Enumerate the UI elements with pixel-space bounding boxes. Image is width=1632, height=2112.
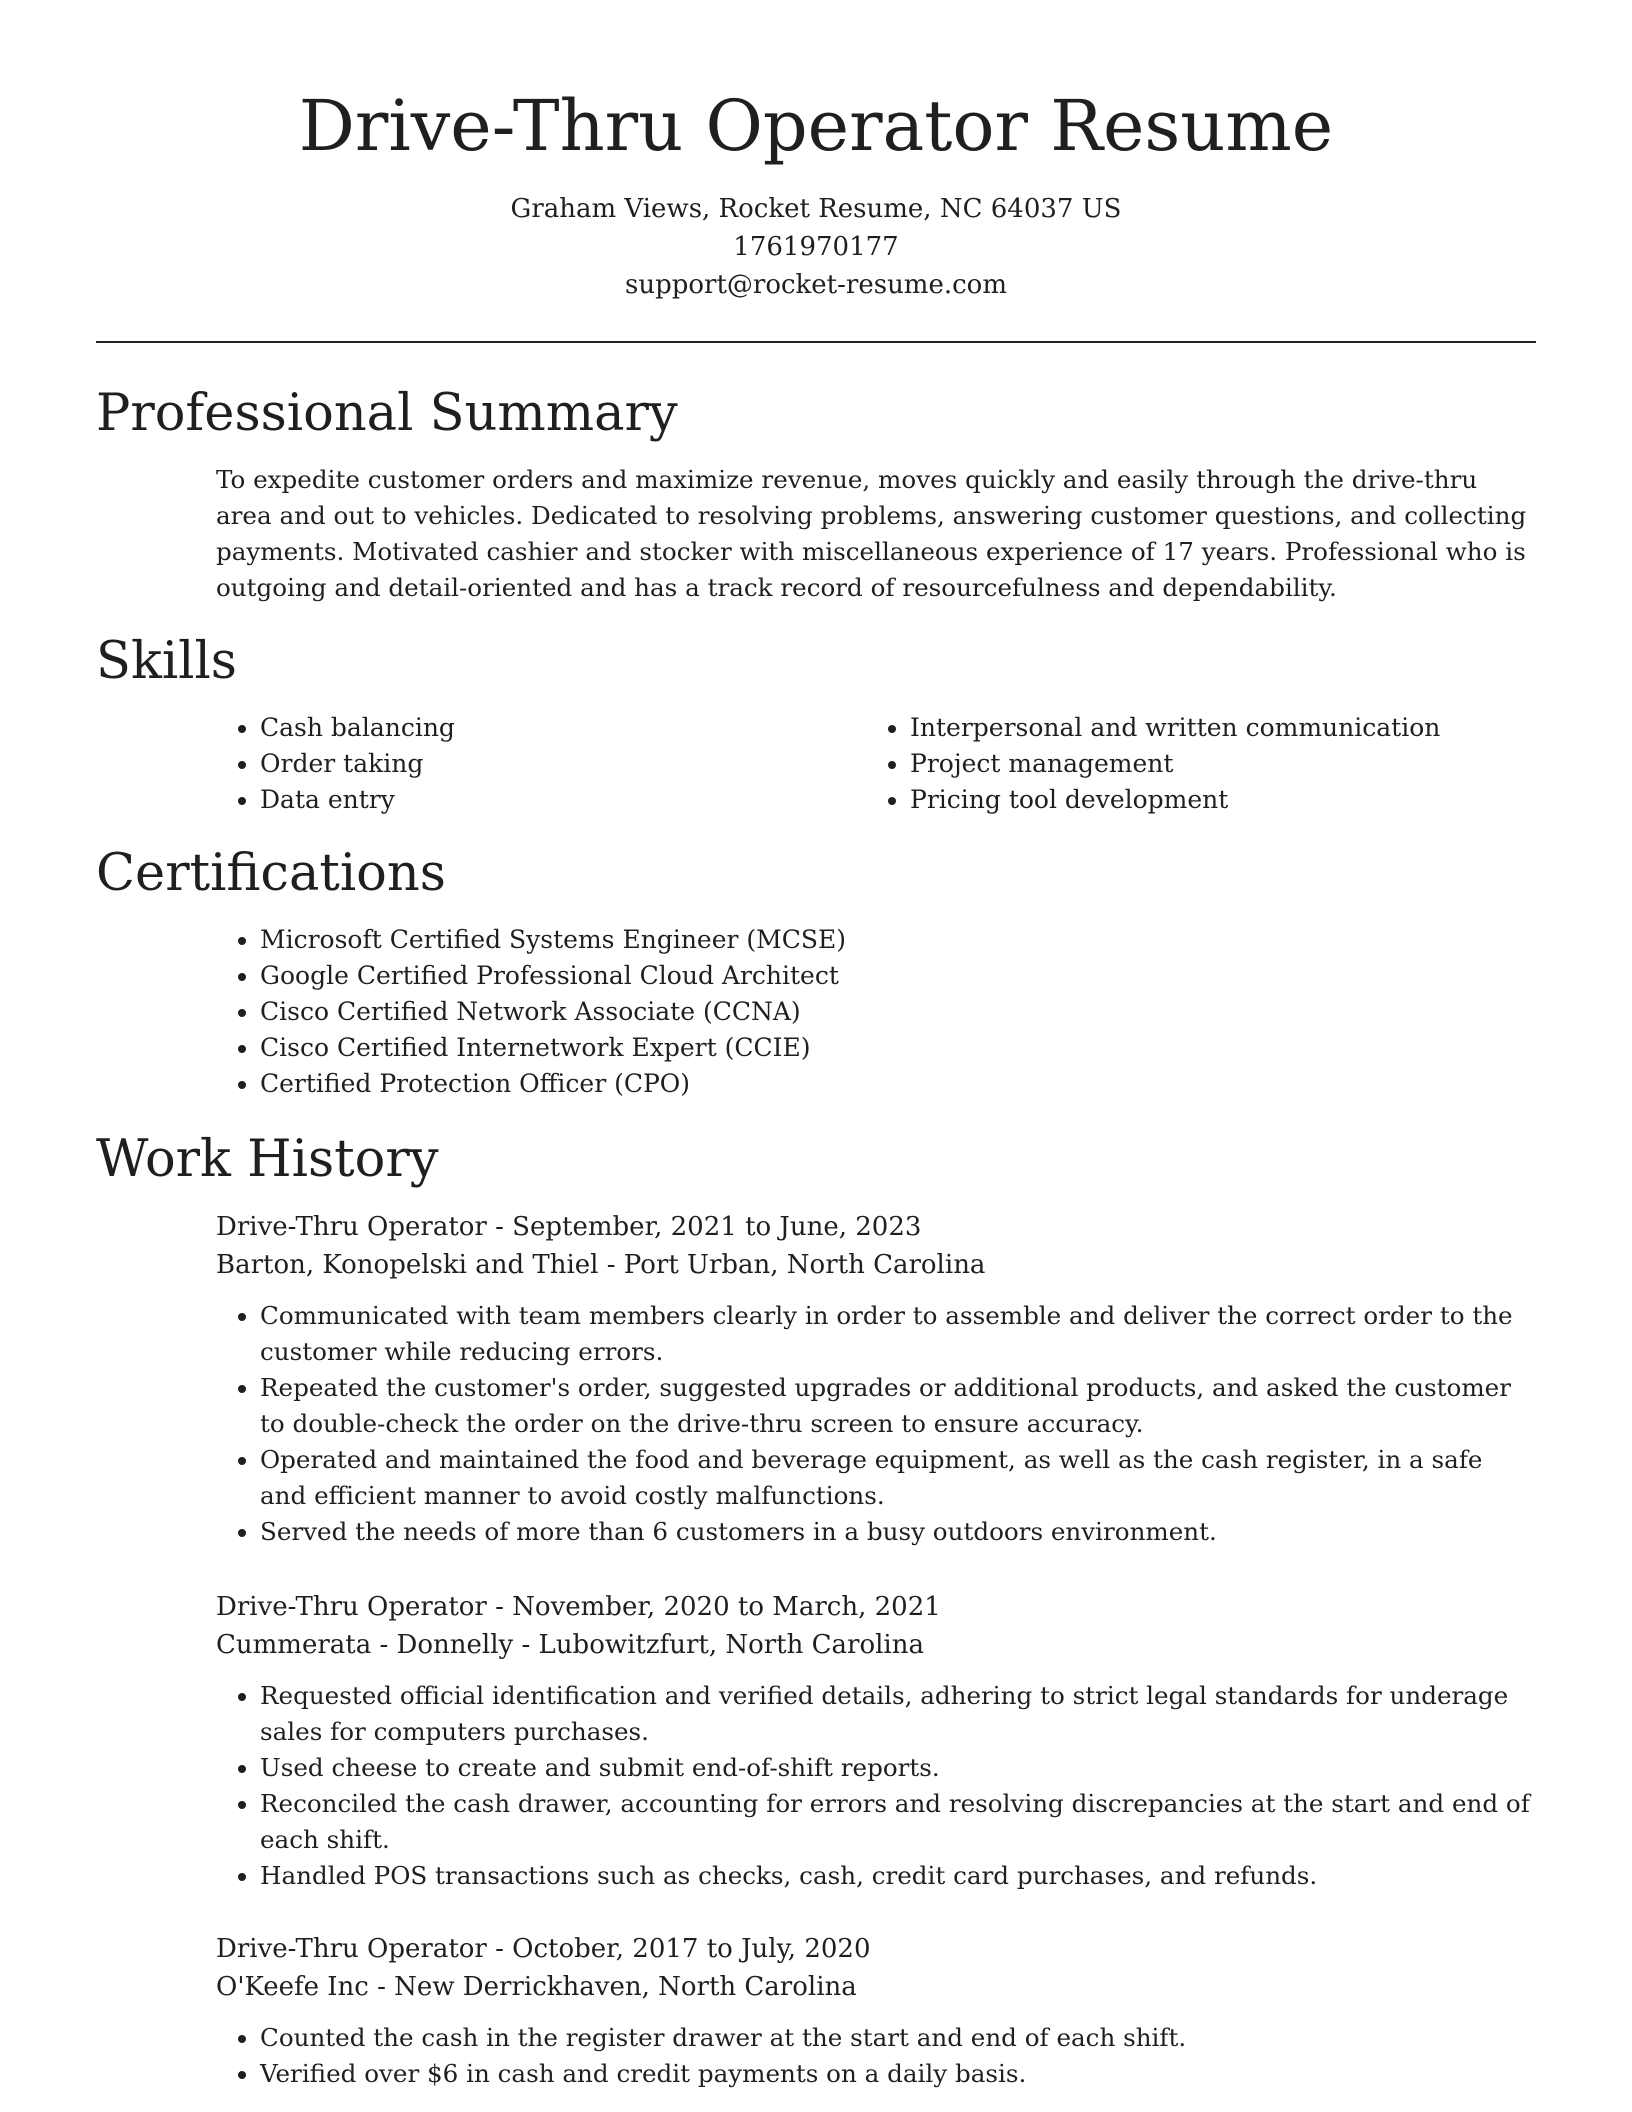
- job-company: Cummerata - Donnelly: [216, 1630, 514, 1660]
- work-history-heading: Work History: [96, 1130, 439, 1189]
- job-bullets: [216, 2020, 1536, 2092]
- summary-heading: Professional Summary: [96, 384, 678, 443]
- job-bullet: • Counted the cash in the register drawer at the start and end of each shift.: [260, 2020, 1536, 2056]
- certifications-heading: Certifications: [96, 844, 446, 903]
- job-bullets: [216, 1678, 1536, 1894]
- job-bullets: [216, 1298, 1536, 1550]
- address: Graham Views, Rocket Resume, NC 64037 US: [510, 194, 1122, 224]
- summary-text: To expedite customer orders and maximize revenue, moves quickly and easily through the drive-thru area and out to vehicles. Dedicated to resolving problems, answering customer questions, and collecting payments. Motivated cashier and stocker with miscellaneous experience of 17 years. Professional who is outgoing and detail-oriented and has a track record of resourcefulness and dependability.: [216, 465, 1527, 602]
- job-location: - Port Urban, North Carolina: [598, 1250, 986, 1280]
- job-role: Drive-Thru Operator: [216, 1934, 487, 1964]
- job-company: Barton, Konopelski and Thiel: [216, 1250, 599, 1280]
- job-bullet: • Handled POS transactions such as checks, cash, credit card purchases, and refunds.: [260, 1858, 1536, 1894]
- job-role: Drive-Thru Operator: [216, 1592, 487, 1622]
- certification-item: • Certified Protection Officer (CPO): [260, 1066, 1460, 1102]
- skills-list-right: [866, 710, 1570, 818]
- job-title-line: [216, 1208, 1536, 1246]
- skill-item: • Data entry: [260, 782, 820, 818]
- job-bullet: • Served the needs of more than 6 customers in a busy outdoors environment.: [260, 1514, 1536, 1550]
- job-dates: - November, 2020 to March, 2021: [486, 1592, 941, 1622]
- job-bullet: • Verified over $6 in cash and credit payments on a daily basis.: [260, 2056, 1536, 2092]
- job-bullet: • Communicated with team members clearly in order to assemble and deliver the correct order to the customer while reducing errors.: [260, 1298, 1536, 1370]
- job-location: - Lubowitzfurt, North Carolina: [513, 1630, 924, 1660]
- contact-block: [0, 190, 1632, 304]
- job-company-line: [216, 1626, 1536, 1664]
- job-company-line: [216, 1968, 1536, 2006]
- job-bullet: • Repeated the customer's order, suggested upgrades or additional products, and asked the customer to double-check the order on the drive-thru screen to ensure accuracy.: [260, 1370, 1536, 1442]
- resume-title: Drive-Thru Operator Resume: [298, 85, 1334, 167]
- job-company-line: [216, 1246, 1536, 1284]
- job-bullet: • Reconciled the cash drawer, accounting for errors and resolving discrepancies at the start and end of each shift.: [260, 1786, 1536, 1858]
- job-bullet: • Used cheese to create and submit end-of-shift reports.: [260, 1750, 1536, 1786]
- email: support@rocket-resume.com: [624, 270, 1007, 300]
- skill-item: • Cash balancing: [260, 710, 820, 746]
- skills-heading: Skills: [96, 632, 237, 691]
- certification-item: • Google Certified Professional Cloud Architect: [260, 958, 1460, 994]
- job-dates: - September, 2021 to June, 2023: [486, 1212, 922, 1242]
- job-title-line: [216, 1930, 1536, 1968]
- certification-item: • Cisco Certified Internetwork Expert (CCIE): [260, 1030, 1460, 1066]
- skill-item: • Order taking: [260, 746, 820, 782]
- job-entry: [216, 1930, 1536, 2092]
- skills-list-left: [216, 710, 820, 818]
- job-entry: [216, 1208, 1536, 1550]
- certification-item: • Microsoft Certified Systems Engineer (MCSE): [260, 922, 1460, 958]
- job-entry: [216, 1588, 1536, 1894]
- skill-item: • Pricing tool development: [910, 782, 1570, 818]
- job-dates: - October, 2017 to July, 2020: [486, 1934, 871, 1964]
- job-bullet: • Operated and maintained the food and beverage equipment, as well as the cash register, in a safe and efficient manner to avoid costly malfunctions.: [260, 1442, 1536, 1514]
- job-bullet: • Requested official identification and verified details, adhering to strict legal standards for underage sales for computers purchases.: [260, 1678, 1536, 1750]
- skill-item: • Interpersonal and written communication: [910, 710, 1570, 746]
- job-role: Drive-Thru Operator: [216, 1212, 487, 1242]
- header-divider: [96, 341, 1536, 343]
- certification-item: • Cisco Certified Network Associate (CCNA): [260, 994, 1460, 1030]
- job-title-line: [216, 1588, 1536, 1626]
- job-company: O'Keefe Inc: [216, 1972, 369, 2002]
- skill-item: • Project management: [910, 746, 1570, 782]
- phone: 1761970177: [733, 232, 899, 262]
- job-location: - New Derrickhaven, North Carolina: [368, 1972, 857, 2002]
- certifications-list: [216, 922, 1460, 1102]
